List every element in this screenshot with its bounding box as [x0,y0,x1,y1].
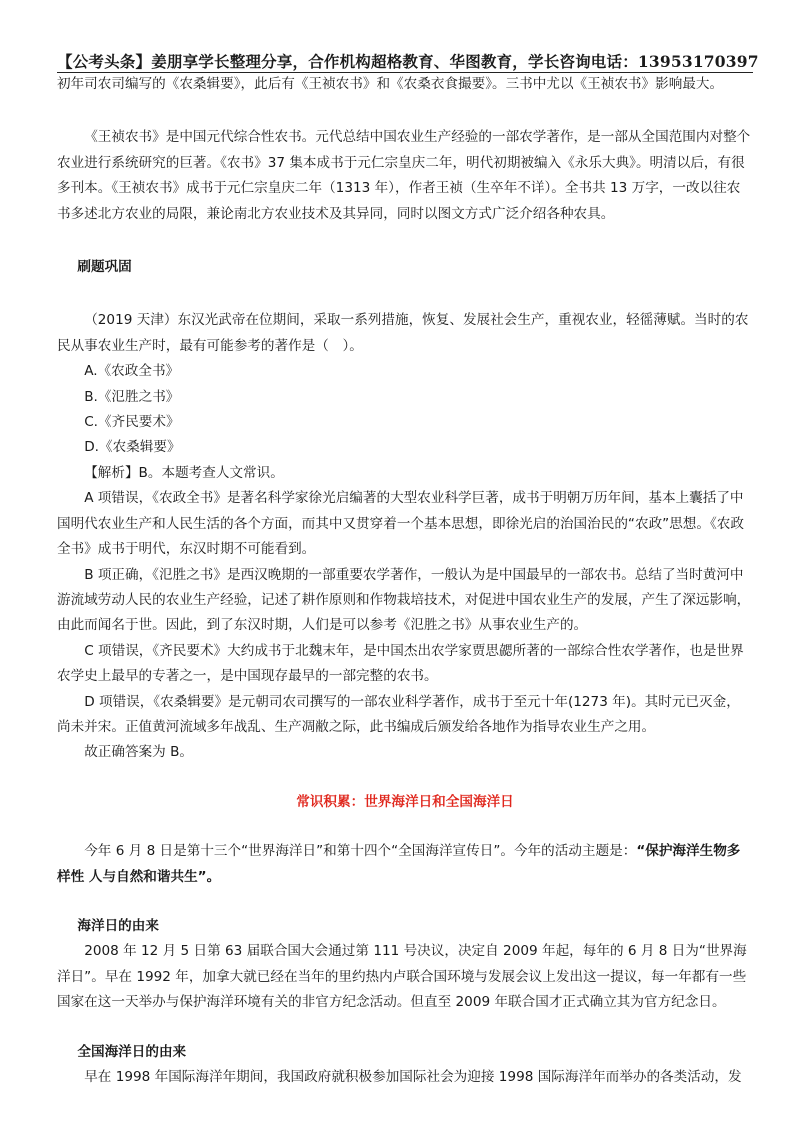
question-text: （2019 天津）东汉光武帝在位期间，采取一系列措施，恢复、发展社会生产，重视农业，轻徭薄赋。当时的农民从事农业生产时，最有可能参考的著作是（ ）。 [57,312,749,354]
ocean-theme: “保护海洋生物多样性 人与自然和谐共生”。 [57,843,741,885]
option-a: A.《农政全书》 [84,363,180,380]
practice-heading: 刷题巩固 [77,259,132,276]
spacer [57,280,753,308]
analysis-option-b: B 项正确，《氾胜之书》是西汉晚期的一部重要农学著作，一般认为是中国最早的一部农书。总结了当时黄河中游流域劳动人民的农业生产经验，记述了耕作原则和作物栽培技术，对促进中国农业生产的发展，产生了深远影响，由此而闻名于世。因此，到了东汉时期，人们是可以参考《氾胜之书》从事农业生产的。 [57,566,751,634]
option-d: D.《农桑辑要》 [84,439,181,456]
document-body [57,72,753,1090]
analysis-option-a: A 项错误，《农政全书》是著名科学家徐光启编著的大型农业科学巨著，成书于明朝万历年间，基本上囊括了中国明代农业生产和人民生活的各个方面，而其中又贯穿着一个基本思想，即徐光启的治国治民的“农政”思想。《农政全书》成书于明代，东汉时期不可能看到。 [57,490,744,558]
spacer [57,97,753,125]
wangzhen-paragraph: 《王祯农书》是中国元代综合性农书。元代总结中国农业生产经验的一部农学著作，是一部从全国范围内对整个农业进行系统研究的巨著。《农书》37 集本成书于元仁宗皇庆二年，明代初期被编入《永乐大典》。明清以后，有很多刊本。《王祯农书》成书于元仁宗皇庆二年（1313 年），作者王祯（生卒年不详）。全书共 13 万字，一改以往农书多述北方农业的局限，兼论南北方农业技术及其异同，同时以图文方式广泛介绍各种农具。 [57,129,751,222]
analysis-option-c: C 项错误，《齐民要术》大约成书于北魏末年，是中国杰出农学家贾思勰所著的一部综合性农学著作，也是世界农学史上最早的专著之一，是中国现存最早的一部完整的农书。 [57,642,744,685]
national-ocean-day-heading: 全国海洋日的由来 [77,1043,187,1060]
spacer [57,815,753,839]
section-title: 常识积累：世界海洋日和全国海洋日 [296,793,514,810]
spacer [57,227,753,255]
answer-line: 故正确答案为 B。 [84,744,193,761]
ocean-intro-text: 今年 6 月 8 日是第十三个“世界海洋日”和第十四个“全国海洋宣传日”。今年的活动主题是： [84,843,637,860]
analysis-option-d: D 项错误，《农桑辑要》是元朝司农司撰写的一部农业科学著作，成书于至元十年(1273 年)。其时元已灭金，尚未并宋。正值黄河流域多年战乱、生产凋敝之际，此书编成后颁发给各地作为指导农业生产之用。 [57,693,740,735]
world-ocean-day-heading: 海洋日的由来 [77,917,159,934]
ocean-intro-paragraph [57,839,753,890]
option-b: B.《氾胜之书》 [84,388,180,405]
intro-paragraph: 初年司农司编写的《农桑辑要》，此后有《王祯农书》和《农桑衣食撮要》。三书中尤以《王祯农书》影响最大。 [57,76,724,92]
option-c: C.《齐民要术》 [84,414,180,431]
spacer [57,890,753,914]
spacer [57,1016,753,1040]
world-ocean-day-text: 2008 年 12 月 5 日第 63 届联合国大会通过第 111 号决议，决定自 2009 年起，每年的 6 月 8 日为“世界海洋日”。早在 1992 年，加拿大就已经在当年的里约热内卢联合国环境与发展会议上发出这一提议，每一年都有一些国家在这一天举办与保护海洋环境有关的非官方纪念活动。但直至 2009 年联合国才正式确立其为官方纪念日。 [57,943,747,1011]
analysis-summary: 【解析】B。本题考查人文常识。 [84,464,284,481]
page-header: 【公考头条】姜朋享学长整理分享，合作机构超格教育、华图教育，学长咨询电话：13953170397 [57,52,759,71]
national-ocean-day-text: 早在 1998 年国际海洋年期间，我国政府就积极参加国际社会为迎接 1998 国际海洋年而举办的各类活动，发 [84,1069,742,1085]
spacer [57,766,753,790]
